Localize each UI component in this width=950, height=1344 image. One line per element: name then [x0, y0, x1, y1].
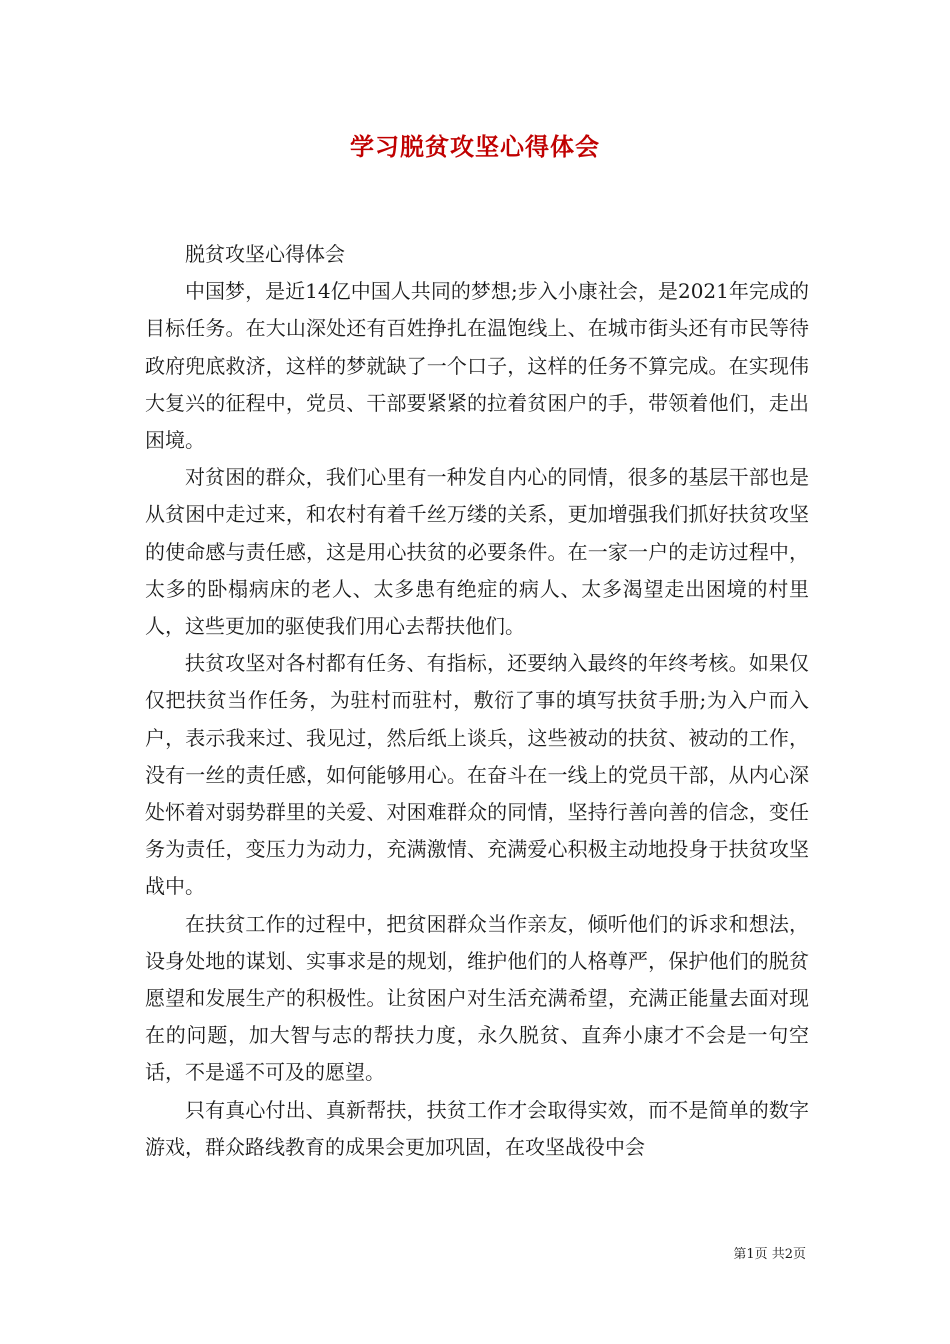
paragraph: 扶贫攻坚对各村都有任务、有指标，还要纳入最终的年终考核。如果仅仅把扶贫当作任务，为驻村而驻村，敷衍了事的填写扶贫手册;为入户而入户，表示我来过、我见过，然后纸上谈兵，这些被动的扶贫、被动的工作，没有一丝的责任感，如何能够用心。在奋斗在一线上的党员干部，从内心深处怀着对弱势群里的关爱、对困难群众的同情，坚持行善向善的信念，变任务为责任，变压力为动力，充满激情、充满爱心积极主动地投身于扶贫攻坚战中。 [145, 651, 809, 899]
document-title: 学习脱贫攻坚心得体会 [350, 132, 600, 161]
paragraph: 对贫困的群众，我们心里有一种发自内心的同情，很多的基层干部也是从贫困中走过来，和农村有着千丝万缕的关系，更加增强我们抓好扶贫攻坚的使命感与责任感，这是用心扶贫的必要条件。在一家一户的走访过程中，太多的卧榻病床的老人、太多患有绝症的病人、太多渴望走出困境的村里人，这些更加的驱使我们用心去帮扶他们。 [145, 465, 809, 639]
paragraph: 只有真心付出、真新帮扶，扶贫工作才会取得实效，而不是简单的数字游戏，群众路线教育的成果会更加巩固，在攻坚战役中会 [145, 1097, 809, 1159]
paragraph: 中国梦，是近14亿中国人共同的梦想;步入小康社会，是2021年完成的目标任务。在大山深处还有百姓挣扎在温饱线上、在城市街头还有市民等待政府兜底救济，这样的梦就缺了一个口子，这样的任务不算完成。在实现伟大复兴的征程中，党员、干部要紧紧的拉着贫困户的手，带领着他们，走出困境。 [145, 279, 809, 453]
document-body [145, 236, 809, 1166]
paragraph-subtitle: 脱贫攻坚心得体会 [185, 242, 345, 266]
page-number: 第1页 共2页 [733, 1247, 806, 1262]
paragraph: 在扶贫工作的过程中，把贫困群众当作亲友，倾听他们的诉求和想法，设身处地的谋划、实事求是的规划，维护他们的人格尊严，保护他们的脱贫愿望和发展生产的积极性。让贫困户对生活充满希望，充满正能量去面对现在的问题，加大智与志的帮扶力度，永久脱贫、直奔小康才不会是一句空话，不是遥不可及的愿望。 [145, 911, 809, 1085]
